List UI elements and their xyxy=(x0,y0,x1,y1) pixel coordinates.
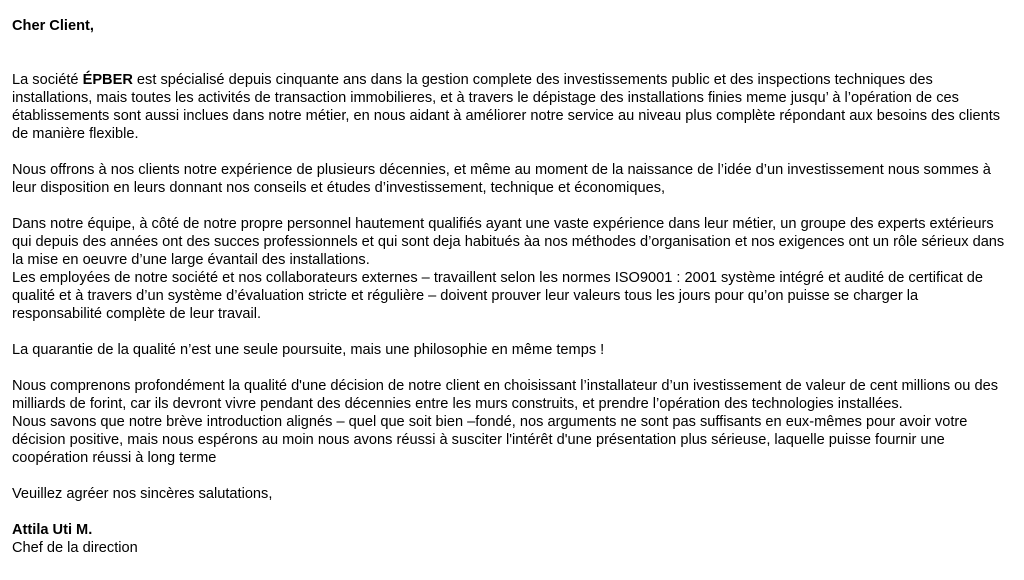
company-name: ÉPBER xyxy=(82,72,133,88)
paragraph-standards: Les employées de notre société et nos collaborateurs externes – travaillent selon les normes ISO9001 : 2001 système intégré et audité de certificat de qualité et à travers d’un système d’évaluation stricte et régulière – doivent prouver leur valeurs tous les jours pour qu’on puisse se charger la responsabilité complète de leur travail. xyxy=(12,270,984,322)
paragraph-team: Dans notre équipe, à côté de notre propre personnel hautement qualifiés ayant une vaste expérience dans leur métier, un groupe des experts extérieurs qui depuis des années ont des succes professionnels et qui sont deja habitués àa nos méthodes d’organisation et nos exigences ont un rôle sérieux dans la mise en oeuvre d’une large évantail des installations. xyxy=(12,216,1005,268)
paragraph-company-intro xyxy=(12,71,1012,143)
paragraph-company-intro-before: La société xyxy=(12,72,83,88)
signature-name: Attila Uti M. xyxy=(12,522,93,538)
paragraph-introduction: Nous savons que notre brève introduction alignés – quel que soit bien –fondé, nos arguments ne sont pas suffisants en eux-mêmes pour avoir votre décision positive, mais nous espérons au moin nous avons réussi à susciter l'intérêt d'une présentation plus sérieusе, laquelle puisse fournir une coopération réussi à long terme xyxy=(12,414,968,466)
paragraph-experience: Nous offrons à nos clients notre expérience de plusieurs décennies, et même au moment de la naissance de l’idée d’un investissement nous sommes à leur disposition en leurs donnant nos conseils et études d’investissement, technique et économiques, xyxy=(12,162,991,196)
paragraph-company-intro-after: est spécialisé depuis cinquante ans dans la gestion complete des investissements public et des inspections techniques des installations, mais toutes les activités de transaction immobilieres, et à travers le dépistage des installations finies meme jusqu’ à l’opération de ces établissements sont aussi inclues dans notre métier, en nous aidant à améliorer notre service au niveau plus complète répondant aux besoins des clients de manière flexible. xyxy=(12,72,1001,142)
signature-title: Chef de la direction xyxy=(12,540,138,556)
letter-document xyxy=(12,17,1012,557)
paragraph-client-decision: Nous comprenons profondément la qualité d'une décision de notre client en choisissant l’installateur d’un ivestissement de valeur de cent millions ou des milliards de forint, car ils devront vivre pendant des décennies entre les murs construits, et prendre l’opération des technologies installées. xyxy=(12,378,998,412)
letter-greeting: Cher Client, xyxy=(12,18,94,34)
paragraph-quality: La quarantie de la qualité n’est une seule poursuite, mais une philosophie en même temps ! xyxy=(12,342,605,358)
letter-closing: Veuillez agréer nos sincères salutations, xyxy=(12,486,273,502)
